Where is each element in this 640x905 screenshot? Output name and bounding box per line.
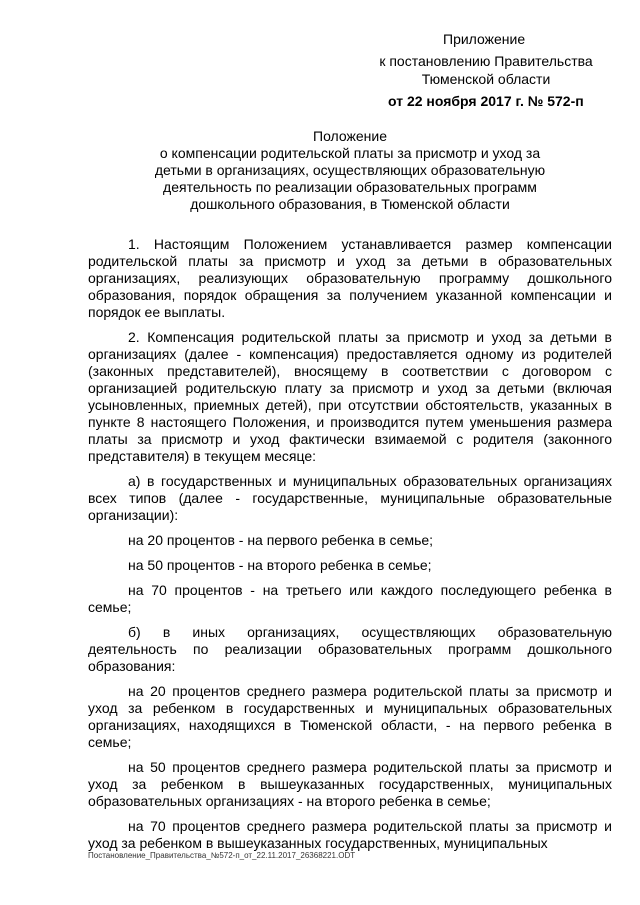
resolution-reference: к постановлению Правительства Тюменской области	[379, 53, 593, 87]
document-title	[140, 128, 560, 213]
paragraph-2b-item-1: на 20 процентов среднего размера родительской платы за присмотр и уход за ребенком в государственных и муниципальных образовательных организациях, находящихся в Тюменской области, - на первого ребенка в семье;	[88, 683, 612, 750]
paragraph-2a-item-2: на 50 процентов - на второго ребенка в семье;	[128, 557, 432, 573]
paragraph-2a-item-1: на 20 процентов - на первого ребенка в семье;	[128, 532, 434, 548]
paragraph-1: 1. Настоящим Положением устанавливается размер компенсации родительской платы за присмотр и уход за детьми в образовательных организациях, реализующих образовательную программу дошкольного образования, порядок обращения за получением указанной компенсации и порядок ее выплаты.	[88, 236, 612, 320]
file-footer: Постановление_Правительства_№572-п_от_22.11.2017_26368221.ODT	[88, 851, 356, 860]
paragraph-2a: а) в государственных и муниципальных образовательных организациях всех типов (далее - государственные, муниципальные образовательные организации):	[88, 473, 612, 523]
appendix-label: Приложение	[443, 31, 526, 47]
document-body	[88, 236, 612, 860]
title-description: о компенсации родительской платы за присмотр и уход за детьми в организациях, осуществляющих образовательную деятельность по реализации образовательных программ дошкольного образования, в Тюменской области	[154, 145, 546, 212]
paragraph-2: 2. Компенсация родительской платы за присмотр и уход за детьми в организациях (далее - компенсация) предоставляется одному из родителей (законных представителей), вносящему в соответствии с договором с организацией родительскую плату за присмотр и уход за детьми (включая усыновленных, приемных детей), при отсутствии обстоятельств, указанных в пункте 8 настоящего Положения, и производится путем уменьшения размера платы за присмотр и уход фактически взимаемой с родителя (законного представителя) в текущем месяце:	[88, 329, 612, 464]
paragraph-2b-item-2: на 50 процентов среднего размера родительской платы за присмотр и уход за ребенком в вышеуказанных государственных, муниципальных образовательных организациях - на второго ребенка в семье;	[88, 759, 612, 809]
paragraph-2b-item-3: на 70 процентов среднего размера родительской платы за присмотр и уход за ребенком в вышеуказанных государственных, муниципальных	[88, 818, 612, 851]
resolution-date-number: от 22 ноября 2017 г. № 572-п	[388, 93, 584, 109]
paragraph-2b: б) в иных организациях, осуществляющих образовательную деятельность по реализации образовательных программ дошкольного образования:	[88, 624, 612, 674]
title-heading: Положение	[313, 128, 387, 144]
paragraph-2a-item-3: на 70 процентов - на третьего или каждого последующего ребенка в семье;	[88, 582, 612, 615]
appendix-header	[350, 30, 620, 110]
